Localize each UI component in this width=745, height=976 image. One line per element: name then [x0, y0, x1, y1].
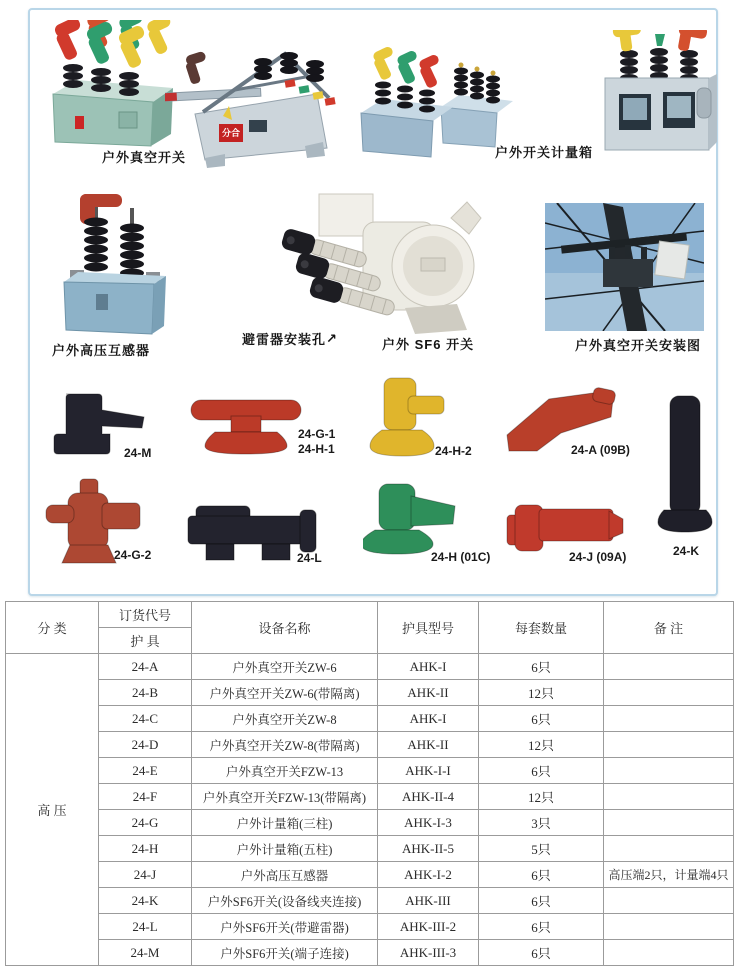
equipment-cell: 户外真空开关FZW-13 — [192, 758, 378, 784]
code-cell: 24-F — [99, 784, 192, 810]
remark-cell — [604, 654, 734, 680]
label-part-24g1-line1: 24-G-1 — [298, 427, 336, 441]
label-part-24h01c: 24-H (01C) — [431, 550, 491, 564]
part-24m-shape — [54, 394, 144, 454]
col-header-remark: 备 注 — [604, 602, 734, 654]
remark-cell — [604, 940, 734, 966]
code-cell: 24-A — [99, 654, 192, 680]
remark-cell — [604, 732, 734, 758]
label-metering-box: 户外开关计量箱 — [495, 145, 594, 160]
label-part-24g2: 24-G-2 — [114, 548, 152, 562]
remark-cell — [604, 888, 734, 914]
label-part-24g1 — [298, 427, 335, 457]
label-part-24l: 24-L — [297, 551, 322, 565]
remark-cell — [604, 758, 734, 784]
model-cell: AHK-I-3 — [378, 810, 479, 836]
label-hv-transformer: 户外高压互感器 — [52, 343, 151, 358]
model-cell: AHK-I — [378, 654, 479, 680]
label-part-24h1-line2: 24-H-1 — [298, 442, 335, 456]
part-24k-shape — [658, 396, 712, 532]
equipment-cell: 户外SF6开关(带避雷器) — [192, 914, 378, 940]
part-24g1 — [185, 386, 307, 458]
qty-cell: 12只 — [479, 784, 604, 810]
qty-cell: 6只 — [479, 888, 604, 914]
remark-cell — [604, 706, 734, 732]
part-24k — [656, 392, 714, 542]
col-header-category: 分 类 — [6, 602, 99, 654]
photo-metering-switch-group — [355, 37, 517, 163]
equipment-cell: 户外计量箱(五柱) — [192, 836, 378, 862]
catalog-photo-panel — [28, 8, 718, 596]
table-row — [6, 888, 734, 914]
equipment-cell: 户外真空开关ZW-6 — [192, 654, 378, 680]
label-installation: 户外真空开关安装图 — [575, 338, 702, 353]
photo-hv-transformer — [40, 186, 190, 338]
code-cell: 24-B — [99, 680, 192, 706]
table-row — [6, 784, 734, 810]
code-cell: 24-L — [99, 914, 192, 940]
remark-cell — [604, 836, 734, 862]
remark-cell — [604, 784, 734, 810]
product-spec-table — [5, 601, 734, 966]
equipment-cell: 户外SF6开关(端子连接) — [192, 940, 378, 966]
remark-cell — [604, 810, 734, 836]
model-cell: AHK-II-5 — [378, 836, 479, 862]
table-row — [6, 862, 734, 888]
part-24j — [499, 497, 625, 555]
label-outdoor-vacuum-switch: 户外真空开关 — [102, 150, 187, 165]
table-row — [6, 706, 734, 732]
photo-switch-assembly — [165, 28, 367, 170]
photo-sf6-switch — [255, 188, 505, 338]
code-cell: 24-C — [99, 706, 192, 732]
model-cell: AHK-III-3 — [378, 940, 479, 966]
photo-metering-cabinet — [585, 30, 727, 164]
model-cell: AHK-I-2 — [378, 862, 479, 888]
arrester-hole-text: 避雷器安装孔 — [242, 332, 327, 347]
label-part-24k: 24-K — [673, 544, 700, 558]
part-24h01c — [363, 480, 461, 560]
remark-cell — [604, 914, 734, 940]
switch-assembly-illustration — [165, 28, 367, 170]
open-close-sign: 分合 — [219, 124, 243, 142]
hv-transformer-illustration — [40, 186, 190, 338]
part-24j-shape — [507, 505, 623, 551]
qty-cell: 6只 — [479, 706, 604, 732]
code-cell: 24-H — [99, 836, 192, 862]
photo-installation — [545, 203, 704, 331]
col-header-qty: 每套数量 — [479, 602, 604, 654]
table-row — [6, 758, 734, 784]
arrow-up-right-icon: ↗ — [326, 331, 338, 346]
remark-cell: 高压端2只，计量端4只 — [604, 862, 734, 888]
model-cell: AHK-II — [378, 680, 479, 706]
qty-cell: 6只 — [479, 862, 604, 888]
equipment-cell: 户外真空开关FZW-13(带隔离) — [192, 784, 378, 810]
part-24h01c-shape — [363, 484, 455, 554]
remark-cell — [604, 680, 734, 706]
qty-cell: 5只 — [479, 836, 604, 862]
metering-group-illustration — [355, 37, 517, 163]
equipment-cell: 户外真空开关ZW-6(带隔离) — [192, 680, 378, 706]
col-header-model: 护具型号 — [378, 602, 479, 654]
table-row — [6, 836, 734, 862]
model-cell: AHK-III-2 — [378, 914, 479, 940]
col-header-equipment: 设备名称 — [192, 602, 378, 654]
label-part-24j: 24-J (09A) — [569, 550, 627, 564]
part-24h2-shape — [370, 378, 444, 456]
label-part-24m: 24-M — [124, 446, 152, 460]
col-header-gear: 护 具 — [99, 628, 192, 654]
model-cell: AHK-III — [378, 888, 479, 914]
equipment-cell: 户外SF6开关(设备线夹连接) — [192, 888, 378, 914]
label-part-24a: 24-A (09B) — [571, 443, 630, 457]
equipment-cell: 户外真空开关ZW-8 — [192, 706, 378, 732]
label-part-24h2: 24-H-2 — [435, 444, 472, 458]
installation-illustration — [545, 203, 704, 331]
table-row — [6, 940, 734, 966]
model-cell: AHK-I — [378, 706, 479, 732]
qty-cell: 3只 — [479, 810, 604, 836]
equipment-cell: 户外高压互感器 — [192, 862, 378, 888]
col-header-order-code: 订货代号 — [99, 602, 192, 628]
qty-cell: 12只 — [479, 680, 604, 706]
equipment-cell: 户外真空开关ZW-8(带隔离) — [192, 732, 378, 758]
category-cell: 高 压 — [6, 654, 99, 966]
model-cell: AHK-I-I — [378, 758, 479, 784]
qty-cell: 6只 — [479, 654, 604, 680]
code-cell: 24-D — [99, 732, 192, 758]
qty-cell: 6只 — [479, 758, 604, 784]
table-row — [6, 914, 734, 940]
label-arrester-hole — [242, 329, 338, 348]
part-24a-shape — [507, 387, 616, 451]
table-row — [6, 732, 734, 758]
code-cell: 24-M — [99, 940, 192, 966]
model-cell: AHK-II-4 — [378, 784, 479, 810]
equipment-cell: 户外计量箱(三柱) — [192, 810, 378, 836]
qty-cell: 6只 — [479, 940, 604, 966]
code-cell: 24-G — [99, 810, 192, 836]
qty-cell: 6只 — [479, 914, 604, 940]
code-cell: 24-J — [99, 862, 192, 888]
table-row — [6, 680, 734, 706]
table-row — [6, 654, 734, 680]
code-cell: 24-E — [99, 758, 192, 784]
sf6-switch-illustration — [255, 188, 505, 338]
table-row — [6, 810, 734, 836]
label-sf6-switch: 户外 SF6 开关 — [382, 337, 475, 352]
metering-cabinet-illustration — [585, 30, 727, 164]
part-24g1-shape — [191, 400, 301, 454]
model-cell: AHK-II — [378, 732, 479, 758]
qty-cell: 12只 — [479, 732, 604, 758]
code-cell: 24-K — [99, 888, 192, 914]
